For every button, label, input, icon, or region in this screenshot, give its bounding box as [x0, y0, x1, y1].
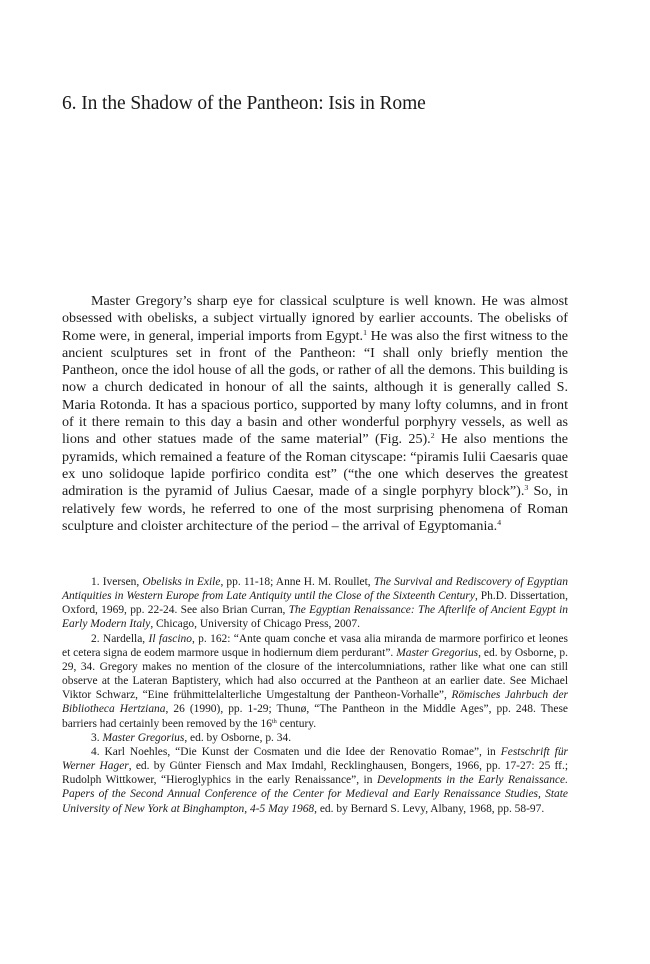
footnote-title: Master Gregorius [102, 731, 185, 744]
footnote-text: 2. Nardella, [91, 632, 149, 645]
footnote-title: Developments in the Early Renaissance. Papers of the Second Annual Conference of the Center for Medieval and Early Renaissance Studies, State University of New York at Binghampton, 4-5 May 1968 [62, 774, 568, 815]
footnote-text: century. [276, 717, 317, 730]
footnote-title: The Egyptian Renaissance: The Afterlife of Ancient Egypt in Early Modern Italy [62, 604, 568, 631]
footnote-text: , Ph.D. Dissertation, Oxford, 1969, pp. 22-24. See also Brian Curran, [62, 590, 568, 617]
footnote-text: 1. Iversen, [91, 576, 143, 588]
footnote-text: , ed. by Bernard S. Levy, Albany, 1968, pp. 58-97. [314, 802, 545, 815]
footnote-text: 3. [91, 731, 103, 744]
footnote-text: , Chicago, University of Chicago Press, 2007. [150, 618, 360, 631]
footnote-ref: 3 [524, 483, 529, 493]
footnote-4 [62, 745, 568, 816]
body-text-segment: He was also the first witness to the ancient sculptures set in front of the Pantheon: “I shall only briefly mention the Pantheon, once the idol house of all the gods, or rather of all the demons. This building is now a church dedicated in honour of all the saints, although it is generally called S. Maria Rotonda. It has a spacious portico, supported by many lofty columns, and in front of it there remain to this day a basin and other wonderful porphyry vessels, as well as lions and other statues made of the same material” (Fig. 25). [62, 327, 568, 448]
footnote-title: The Survival and Rediscovery of Egyptian Antiquities in Western Europe from Late Antiquity until the Close of the Sixteenth Century [62, 576, 568, 603]
footnote-title: Römisches Jahrbuch der Bibliotheca Hertziana [62, 689, 568, 716]
footnote-title: Festschrift für Werner Hager [62, 745, 568, 773]
footnote-text: , pp. 11-18; Anne H. M. Roullet, [220, 576, 374, 588]
body-text-segment: Master Gregory’s sharp eye for classical sculpture is well known. He was almost obsessed with obelisks, a subject virtually ignored by earlier accounts. The obelisks of Rome were, in general, imperial imports from Egypt. [62, 293, 568, 344]
footnote-title: Obelisks in Exile [142, 576, 221, 588]
footnote-title: Master Gregorius [396, 646, 479, 659]
body-text-segment: So, in relatively few words, he referred to one of the most surprising phenomena of Roman sculpture and cloister architecture of the period – the arrival of Egyptomania. [62, 483, 568, 534]
footnote-text: , 26 (1990), pp. 1-29; Thunø, “The Pantheon in the Middle Ages”, pp. 248. These barriers had certainly been removed by the 16 [62, 703, 568, 730]
body-text-segment: He also mentions the pyramids, which remained a feature of the Roman cityscape: “piramis Iulii Caesaris quae ex uno solidoque lapide porfirico condita est” (“the one which deserves the greatest admiration is the pyramid of Julius Caesar, made of a single porphyry block”). [62, 431, 568, 500]
chapter-title: 6. In the Shadow of the Pantheon: Isis in Rome [62, 93, 426, 114]
footnote-ref: 1 [363, 327, 367, 337]
body-text [62, 293, 568, 535]
footnote-ref: 2 [430, 431, 435, 441]
footnote-ref: 4 [497, 517, 502, 527]
body-paragraph [62, 293, 568, 535]
footnote-text: 4. Karl Noehles, “Die Kunst der Cosmaten und die Idee der Renovatio Romae”, in [91, 745, 501, 758]
footnote-1 [62, 575, 568, 632]
footnote-text: , ed. by Günter Fiensch and Max Imdahl, Recklinghausen, Bongers, 1966, pp. 17-27: 25 ff.; Rudolph Wittkower, “Hieroglyphics in the early Renaissance”, in [62, 760, 568, 787]
footnotes [62, 575, 568, 816]
footnote-2 [62, 632, 568, 731]
footnote-title: Il fascino [148, 632, 192, 645]
footnote-text: , p. 162: “Ante quam conche et vasa alia miranda de marmore porfirico et leones et cetera signa de eodem marmore usque in hodiernum diem perdurant”. [62, 632, 568, 659]
footnote-text: , ed. by Osborne, p. 34. [184, 731, 292, 744]
footnote-superscript: th [271, 717, 277, 725]
footnote-3 [62, 731, 568, 745]
footnote-text: , ed. by Osborne, p. 29, 34. Gregory makes no mention of the closure of the intercolumniations, rather like what one can still observe at the Lateran Baptistery, which had also occurred at the Pantheon at an earlier date. See Michael Viktor Schwarz, “Eine frühmittelalterliche Umgestaltung der Pantheon-Vorhalle”, [62, 646, 568, 702]
